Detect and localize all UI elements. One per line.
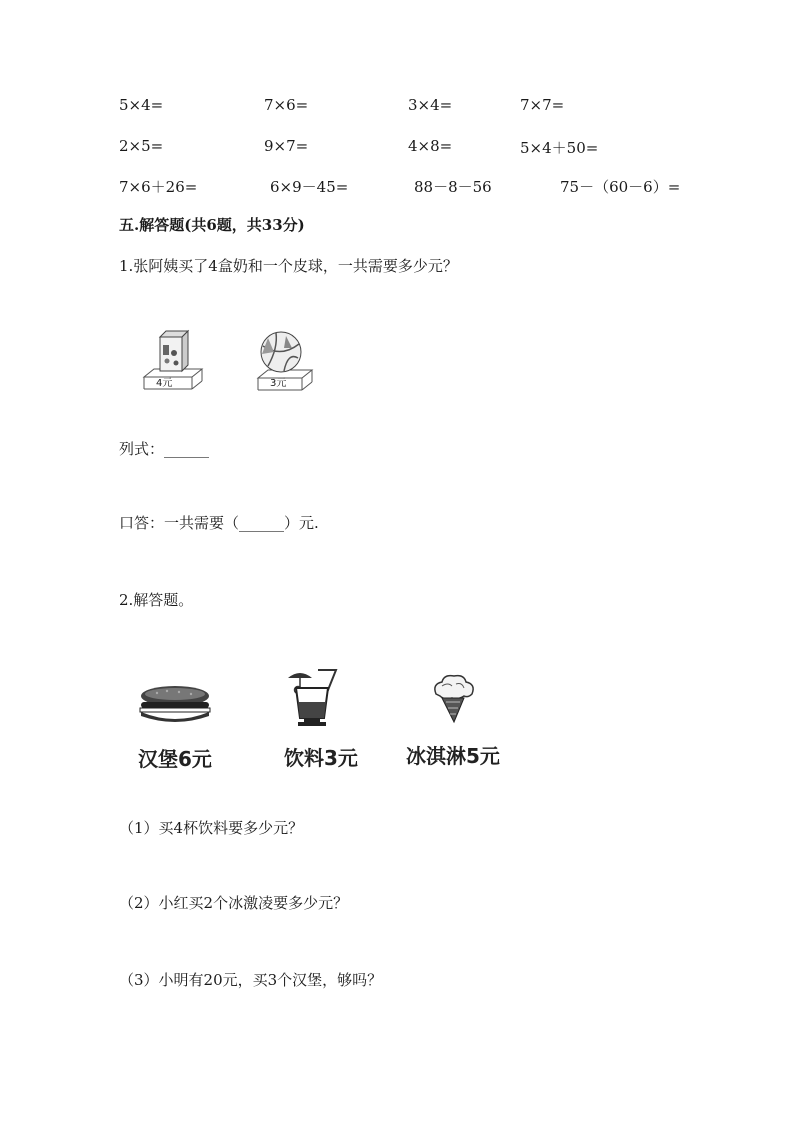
question-1-text: 1.张阿姨买了4盒奶和一个皮球，一共需要多少元？ <box>119 257 458 275</box>
item-label-ice-cream: 冰淇淋5元 <box>406 744 500 768</box>
arithmetic-item: 7×6= <box>264 96 309 114</box>
sub-question-3: （3）小明有20元，买3个汉堡，够吗？ <box>119 971 383 989</box>
arithmetic-item: 2×5= <box>119 137 164 155</box>
hamburger-icon <box>137 684 213 726</box>
item-label-drink: 饮料3元 <box>284 746 358 770</box>
ball-price: 3元 <box>270 378 287 389</box>
arithmetic-item: 88－8－56 <box>414 178 492 196</box>
ice-cream-icon <box>430 672 476 728</box>
arithmetic-item: 4×8= <box>408 137 453 155</box>
answer-label: 口答：一共需要（______）元. <box>119 514 319 532</box>
drink-icon <box>284 666 344 730</box>
milk-price: 4元 <box>156 378 173 389</box>
arithmetic-item: 6×9－45= <box>270 178 349 196</box>
arithmetic-item: 5×4＋50= <box>520 139 599 157</box>
sub-question-1: （1）买4杯饮料要多少元？ <box>119 819 304 837</box>
arithmetic-item: 7×7= <box>520 96 565 114</box>
arithmetic-item: 75－（60－6）= <box>560 178 681 196</box>
sub-question-2: （2）小红买2个冰激凌要多少元？ <box>119 894 349 912</box>
ball-icon <box>254 328 324 398</box>
question-2-text: 2.解答题。 <box>119 591 194 609</box>
arithmetic-item: 9×7= <box>264 137 309 155</box>
arithmetic-item: 3×4= <box>408 96 453 114</box>
arithmetic-item: 5×4= <box>119 96 164 114</box>
arithmetic-item: 7×6＋26= <box>119 178 198 196</box>
milk-carton-icon <box>140 325 210 395</box>
item-label-hamburger: 汉堡6元 <box>138 747 212 771</box>
section-title: 五.解答题(共6题，共33分) <box>119 216 305 234</box>
formula-label: 列式：______ <box>119 440 210 458</box>
